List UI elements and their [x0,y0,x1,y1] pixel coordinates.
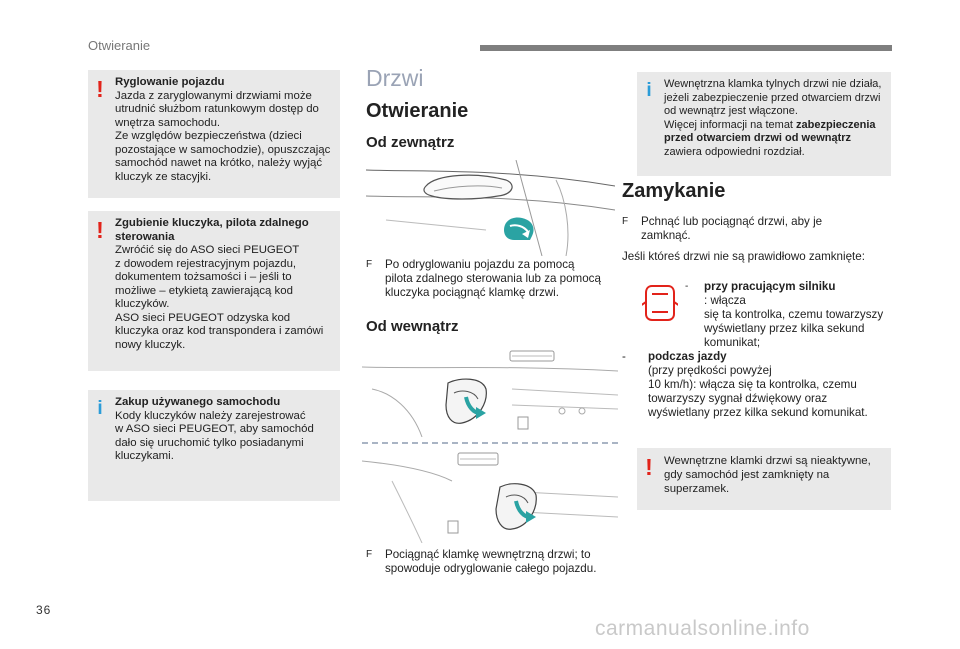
subheading-inside: Od wewnątrz [366,318,459,335]
box-line: wnętrza samochodu. [115,116,221,129]
illustration-divider [362,442,618,444]
subheading-outside: Od zewnątrz [366,134,455,151]
illustration-inside-rear [362,451,618,543]
box-line: Wewnętrzna klamka tylnych drzwi nie działa, [664,78,882,90]
bullet-marker: F [622,216,629,227]
warning-box-locking [88,70,340,198]
item-text: (przy prędkości powyżej [648,364,772,377]
instruction-line: kluczyka pociągnąć klamkę drzwi. [385,286,559,299]
watermark: carmanualsonline.info [595,617,810,640]
box-line: Wewnętrzne klamki drzwi są nieaktywne, [664,455,871,467]
box-title: Zakup używanego samochodu [115,396,281,408]
page-number: 36 [36,603,52,617]
item-line: wyświetlany przez kilka sekund komunikat. [648,406,868,419]
box-title: sterowania [115,230,175,243]
box-line: Kody kluczyków należy zarejestrować [115,409,306,422]
warning-box-superlock [637,448,891,510]
box-line: w ASO sieci PEUGEOT, aby samochód [115,423,314,435]
if-not-closed-text: Jeśli któreś drzwi nie są prawidłowo zamknięte: [622,250,865,263]
instruction-line: pilota zdalnego sterowania lub za pomocą [385,272,601,285]
box-line: kluczykami. [115,450,174,462]
box-line: gdy samochód jest zamknięty na [664,469,830,481]
item-line: towarzyszy sygnał dźwiękowy oraz [648,392,828,405]
box-line: możliwe – etykietą zawierającą kod [115,284,293,297]
box-line: utrudnić służbom ratunkowym dostęp do [115,103,319,115]
box-text-bold: przed otwarciem drzwi od wewnątrz [664,132,852,144]
warning-box-lost-key [88,211,340,371]
instruction-line: spowoduje odryglowanie całego pojazdu. [385,562,597,575]
header-section-label: Otwieranie [88,38,151,53]
instruction-inside [366,548,618,576]
instruction-line: Pchnąć lub pociągnąć drzwi, aby je [641,215,823,228]
item-line: wyświetlany przez kilka sekund [704,322,865,335]
box-line: zawiera odpowiedni rozdział. [664,145,805,158]
warning-icon: ! [645,454,653,480]
item-text: : włącza [704,294,746,307]
bullet-marker: F [366,549,373,560]
dash-marker: - [622,350,626,363]
box-line: dało się uruchomić tylko posiadanymi [115,436,304,449]
instruction-line: zamknąć. [641,229,691,242]
info-box-rear-handle [637,72,891,176]
box-text: Więcej informacji na temat [664,118,797,131]
header-bar [480,45,892,51]
box-line: pozostające w samochodzie), opuszczając [115,143,331,156]
instruction-line: Pociągnąć klamkę wewnętrzną drzwi; to [385,548,591,561]
box-line: superzamek. [664,483,730,495]
box-line: z dowodem rejestracyjnym pojazdu, [115,257,297,270]
box-line: Ze względów bezpieczeństwa (dzieci [115,130,302,142]
heading-closing: Zamykanie [622,180,726,202]
warning-icon: ! [96,217,104,243]
box-line: ASO sieci PEUGEOT odzyska kod [115,311,291,324]
item-bold: przy pracującym silniku [704,280,836,293]
item-bold: podczas jazdy [648,350,727,363]
instruction-outside [366,258,618,300]
box-line: kluczyk ze stacyjki. [115,170,212,183]
illustration-outside-handle [366,160,615,256]
box-text-bold: zabezpieczenia [796,118,876,131]
box-line: dokumentem tożsamości i – jeśli to [115,271,292,283]
instruction-close [622,215,892,243]
section-title: Drzwi [366,65,424,91]
box-title: Ryglowanie pojazdu [115,76,225,88]
box-line: jeżeli zabezpieczenie przed otwarciem drzwi [664,91,881,104]
warning-icon: ! [96,76,104,102]
info-box-used-car [88,390,340,501]
item-line: 10 km/h): włącza się ta kontrolka, czemu [648,378,857,391]
instruction-line: Po odryglowaniu pojazdu za pomocą [385,258,575,271]
box-line: kluczyka oraz kod transpondera i zamówi [115,325,324,337]
item-line: komunikat; [704,336,761,349]
box-line: Zwróćić się do ASO sieci PEUGEOT [115,244,300,256]
box-line: samochód nawet na krótko, należy wyjąć [115,157,323,169]
box-line: nowy kluczyk. [115,338,186,351]
item-line: się ta kontrolka, czemu towarzyszy [704,308,884,321]
door-open-lamp-icon [642,280,678,324]
box-line: kluczyków. [115,298,170,310]
box-title: Zgubienie kluczyka, pilota zdalnego [115,217,309,229]
info-icon: i [97,398,103,419]
heading-opening: Otwieranie [366,100,469,122]
bullet-marker: F [366,259,373,270]
dash-marker: - [685,281,689,292]
driving-item [622,350,894,420]
box-line: Jazda z zaryglowanymi drzwiami może [115,89,312,102]
box-line: od wewnątrz jest włączone. [664,105,798,117]
engine-running-item [685,280,895,350]
info-icon: i [646,80,652,101]
illustration-inside-front [362,349,618,437]
